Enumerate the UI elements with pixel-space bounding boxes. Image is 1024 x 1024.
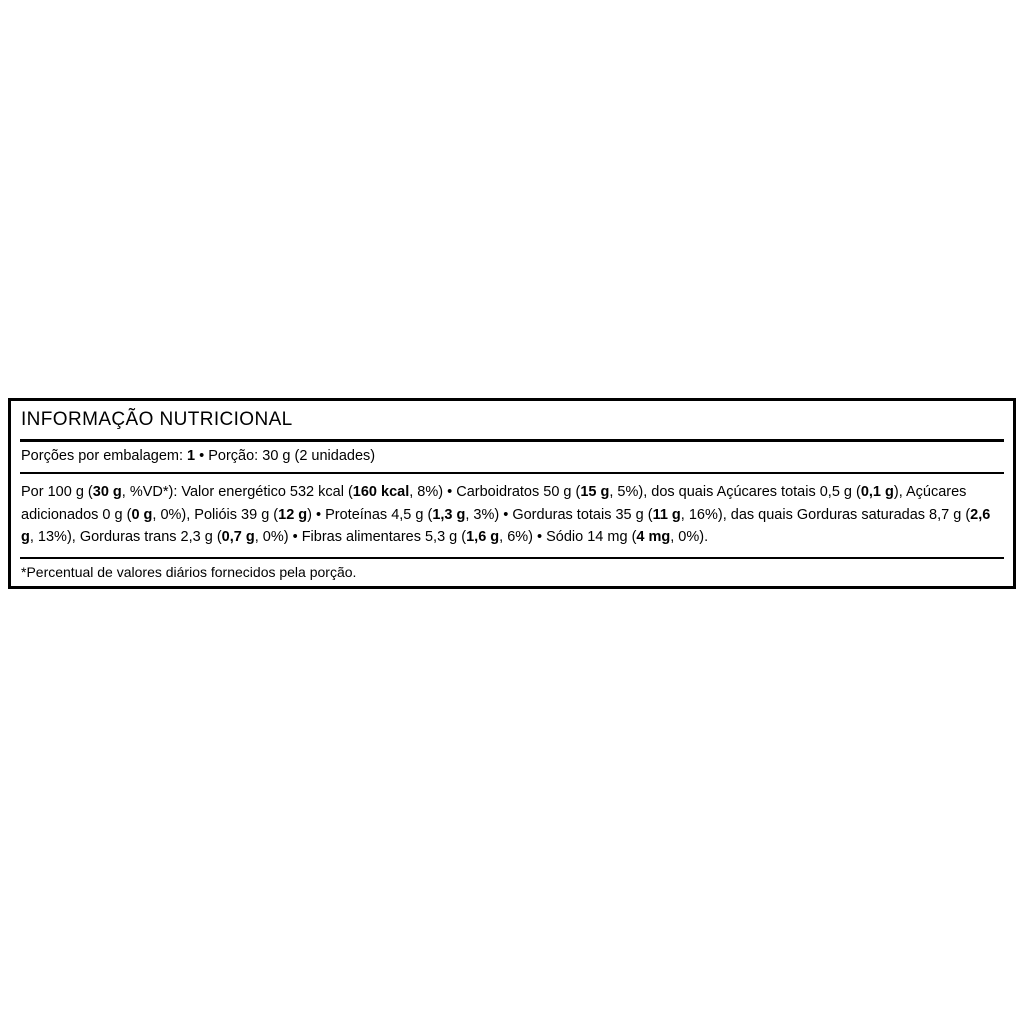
facts-text: , 13%), Gorduras trans 2,3 g ( (29, 529, 222, 546)
facts-text: , 0%). (670, 529, 709, 546)
facts-emphasis: 30 g (92, 484, 122, 501)
servings-separator-label: • Porção: (195, 447, 263, 464)
daily-value-footnote: *Percentual de valores diários fornecidos pela porção. (21, 563, 357, 580)
servings-row (11, 442, 1013, 472)
facts-emphasis: 4 mg (636, 529, 671, 546)
panel-title: INFORMAÇÃO NUTRICIONAL (21, 409, 293, 430)
facts-text: , 5%), dos quais Açúcares totais 0,5 g ( (609, 484, 861, 501)
servings-per-package-value: 1 (187, 447, 196, 464)
facts-emphasis: 0,7 g (221, 529, 255, 546)
facts-text: ), Açúcares adicionados 0 g ( (21, 484, 967, 523)
nutrient-facts-text (11, 474, 1013, 556)
facts-text: , %VD*): Valor energético 532 kcal ( (121, 484, 353, 501)
facts-emphasis: 0 g (131, 506, 153, 523)
servings-prefix-label: Porções por embalagem: (21, 447, 188, 464)
facts-text: , 0%) • Fibras alimentares 5,3 g ( (254, 529, 467, 546)
facts-emphasis: 1,3 g (432, 506, 466, 523)
facts-emphasis: 1,6 g (466, 529, 500, 546)
facts-text: , 8%) • Carboidratos 50 g ( (409, 484, 581, 501)
facts-emphasis: 0,1 g (860, 484, 894, 501)
facts-emphasis: 12 g (278, 506, 308, 523)
serving-size-value: 30 g (2 unidades) (262, 447, 376, 464)
facts-text: ) • Proteínas 4,5 g ( (307, 506, 433, 523)
nutrition-facts-panel (8, 398, 1016, 589)
facts-text: , 6%) • Sódio 14 mg ( (499, 529, 637, 546)
facts-emphasis: 15 g (580, 484, 610, 501)
facts-emphasis: 160 kcal (352, 484, 410, 501)
facts-text: , 3%) • Gorduras totais 35 g ( (465, 506, 653, 523)
facts-emphasis: 2,6 g (21, 506, 991, 546)
facts-text: , 0%), Polióis 39 g ( (152, 506, 279, 523)
facts-text: , 16%), das quais Gorduras saturadas 8,7 g ( (680, 506, 971, 523)
facts-emphasis: 11 g (652, 506, 681, 523)
facts-text: Por 100 g ( (21, 484, 93, 501)
